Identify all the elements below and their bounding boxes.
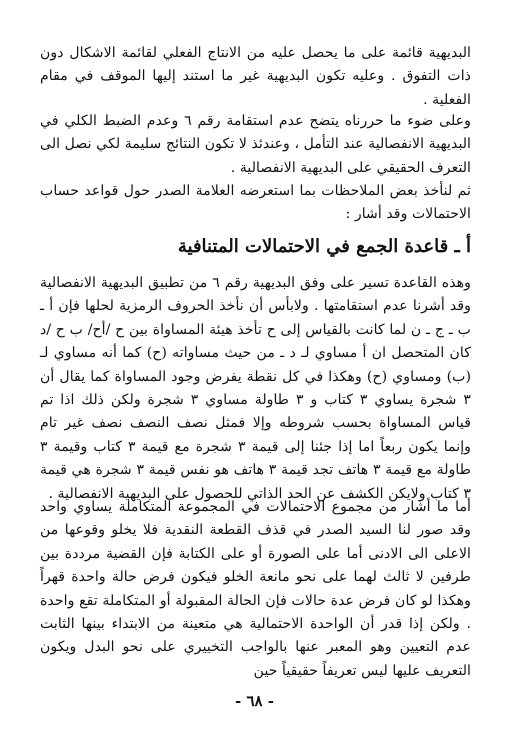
paragraph-3-text: ثم لنأخذ بعض الملاحظات بما استعرضه العلامة الصدر حول قواعد حساب الاحتمالات وقد أشار : [40, 183, 471, 223]
paragraph-2 [40, 110, 471, 180]
paragraph-4 [40, 272, 471, 506]
paragraph-4-text: وهذه القاعدة تسير على وفق البديهية رقم ٦ من تطبيق البديهية الانفصالية وقد أشرنا عدم استقامتها . ولابأس أن نأخذ الحروف الرمزية لحلها فإن أ ـ ب ـ ج ـ ن لما كانت بالقياس إلى ح تأخذ هيئة المساواة بين ح /أح/ ب ح /د كان المتحصل ان أ مساوي لـ د ـ من حيث مساواته (ح) كما أنه مساوي لـ (ب) ومساوي (ح) وهكذا في كل نقطة يفرض وجود المساواة كما يقال أن ٣ شجرة يساوي ٣ كتاب و ٣ طاولة مساوي ٣ شجرة ولكن ذلك اذا تم قياس المساواة بحسب شروطه وإلا فمثل نصف النصف نصف غير تام وإنما يكون ربعاً اما إذا جئنا إلى قيمة ٣ شجرة مع قيمة ٣ كتاب وقيمة ٣ طاولة مع قيمة ٣ هاتف تجد قيمة ٣ هاتف هو نفس قيمة ٣ شجرة هي قيمة ٣ كتاب ولايكن الكشف عن الحد الذاتي للحصول على البديهية الانفصالية . [40, 275, 472, 502]
paragraph-5-text: أما ما أشار من مجموع الاحتمالات في المجموعة المتكاملة يساوي واحد وقد صور لنا السيد الصدر في قذف القطعة النقدية فلا يخلو وقوعها من الاعلى الى الادنى أما على الصورة أو على الكتابة فإن القضية مرددة بين طرفين لا ثالث لهما على نحو مانعة الخلو فيكون فرض حالة واحدة قهراً وهكذا لو كان فرض عدة حالات فإن الحالة المقبولة أو المتكاملة تقع واحدة . ولكن إذا قدر أن الواحدة الاحتمالية هي متعينة من الابتداء بينها الثابت عدم التعيين وهو المعبر عنها بالواجب التخييري على نحو البدل ويكون التعريف عليها ليس تعريفاً حقيقياً حين [40, 499, 471, 679]
section-heading: أ ـ قاعدة الجمع في الاحتمالات المتنافية [177, 236, 471, 257]
page-number: - ٦٨ - [234, 692, 275, 710]
paragraph-2-text: وعلى ضوء ما حررناه يتضح عدم استقامة رقم ٦ وعدم الضبط الكلي في البديهية الانفصالية عند التأمل ، وعندئذ لا تكون النتائج سليمة لكي نصل الى التعرف الحقيقي على البديهية الانفصالية . [40, 113, 471, 176]
paragraph-1-text: البديهية قائمة على ما يحصل عليه من الانتاج الفعلي لقائمة الاشكال دون ذات التفوق . وعليه تكون البديهية غير ما استند إليها الموقف في مقام الفعلية . [40, 45, 471, 108]
paragraph-1 [40, 42, 471, 112]
paragraph-5 [40, 496, 471, 683]
paragraph-3 [40, 180, 471, 227]
